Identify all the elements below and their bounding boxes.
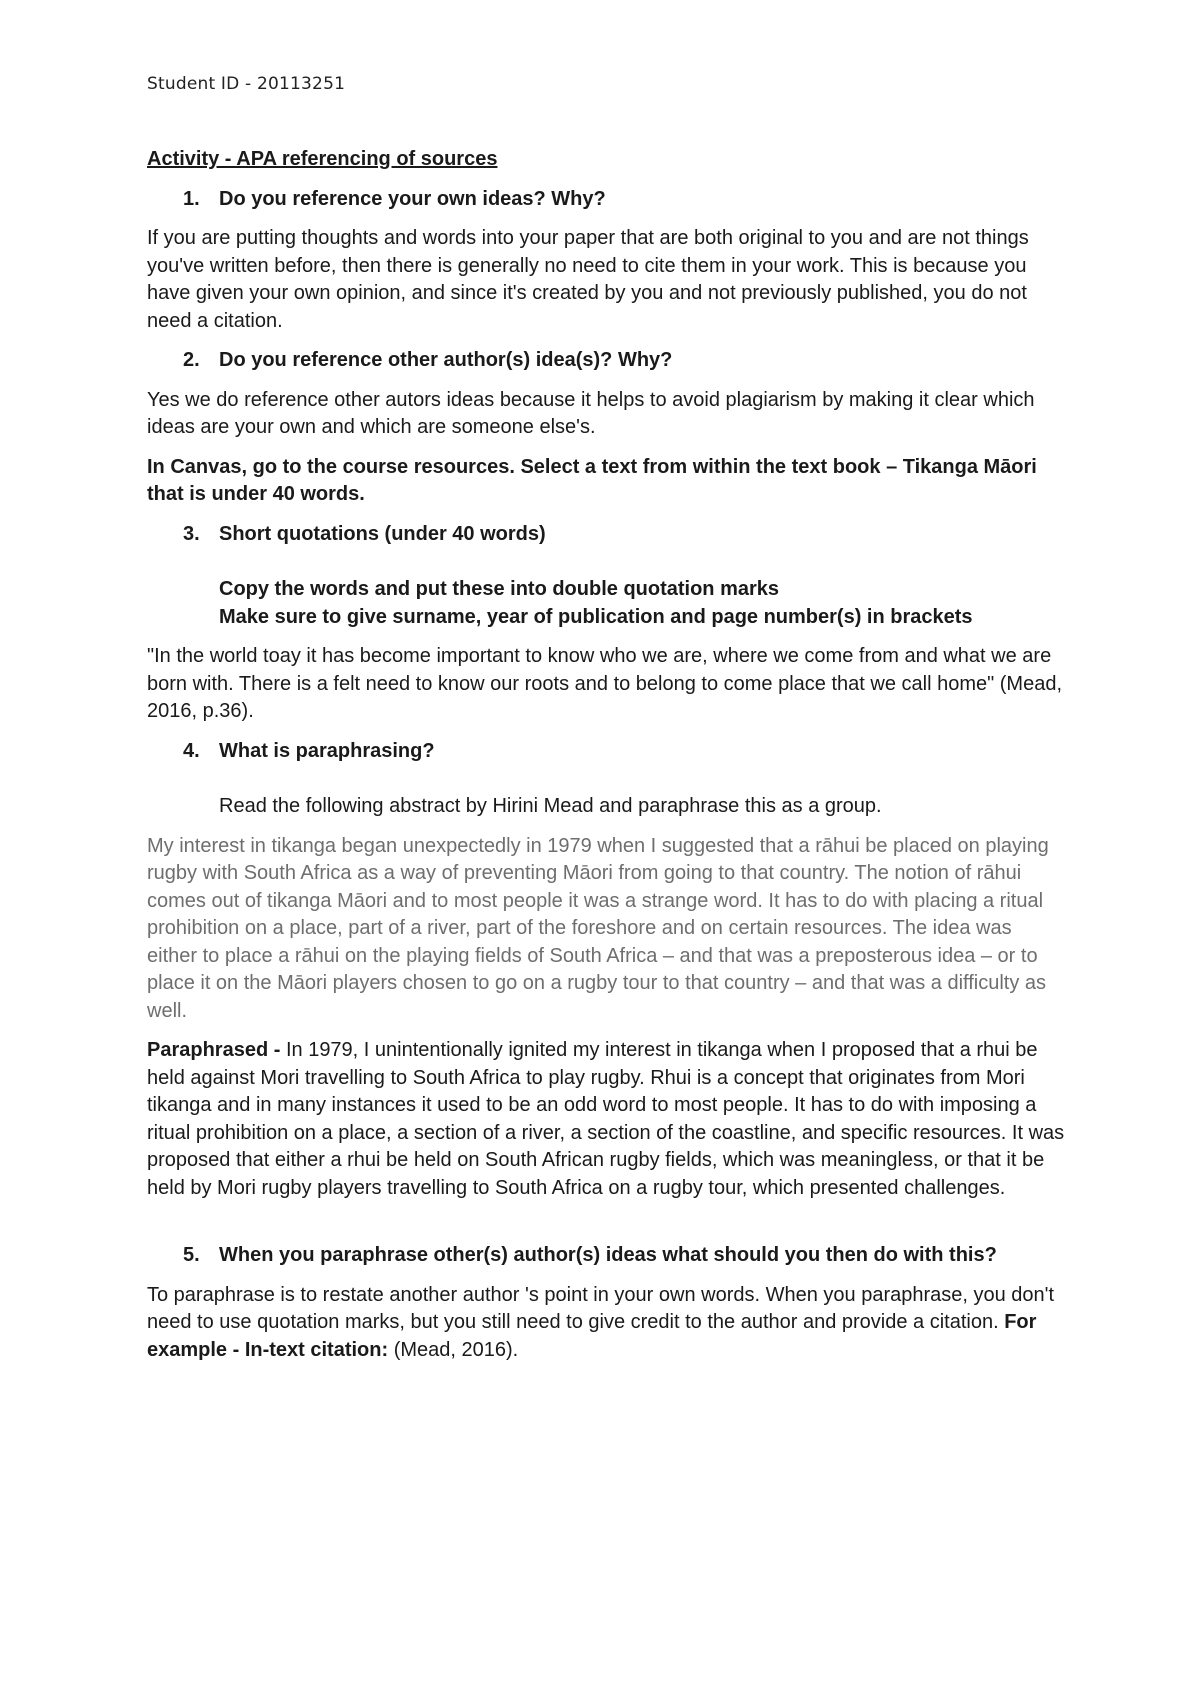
question-5 (147, 1242, 1067, 1270)
paraphrased-answer (147, 1037, 1067, 1202)
canvas-instruction: In Canvas, go to the course resources. Select a text from within the text book – Tikanga Māori that is under 40 words. (147, 455, 1037, 505)
question-number: 3. (183, 522, 200, 545)
question-2 (147, 347, 1067, 375)
question-text: What is paraphrasing? (219, 739, 435, 762)
paraphrase-instruction: Read the following abstract by Hirini Mead and paraphrase this as a group. (219, 795, 882, 817)
quotation-instructions (219, 576, 1067, 631)
question-text: Short quotations (under 40 words) (219, 522, 546, 545)
question-1 (147, 186, 1067, 214)
paraphrased-text: In 1979, I unintentionally ignited my interest in tikanga when I proposed that a rhui be held against Mori travelling to South Africa to play rugby. Rhui is a concept that originates from Mori tikanga and in many instances it used to be an odd word to most people. It has to do with imposing a ritual prohibition on a place, a section of a river, a section of the coastline, and specific resources. It was proposed that either a rhui be held on South African rugby fields, which was meaningless, or that it be held by Mori rugby players travelling to South Africa on a rugby tour, which presented challenges. (147, 1039, 1065, 1199)
question-number: 1. (183, 187, 200, 210)
question-number: 2. (183, 349, 200, 371)
quotation-instruction-1: Copy the words and put these into double quotation marks (219, 578, 780, 600)
quotation-instruction-2: Make sure to give surname, year of publication and page number(s) in brackets (219, 605, 973, 628)
question-text: Do you reference your own ideas? Why? (219, 187, 606, 210)
paraphrased-label: Paraphrased - (147, 1039, 286, 1061)
question-number: 5. (183, 1244, 200, 1266)
question-4 (147, 738, 1067, 766)
answer-1: If you are putting thoughts and words into your paper that are both original to you and are not things you've written before, then there is generally no need to cite them in your work. This is because you have given your own opinion, and since it's created by you and not previously published, you do not need a citation. (147, 227, 1029, 332)
example-citation: (Mead, 2016). (388, 1338, 519, 1361)
mead-abstract: My interest in tikanga began unexpectedly in 1979 when I suggested that a rāhui be placed on playing rugby with South Africa as a way of preventing Māori from going to that country. The notion of rāhui comes out of tikanga Māori and to most people it was a strange word. It has to do with placing a ritual prohibition on a place, part of a river, part of the foreshore and on certain resources. The idea was either to place a rāhui on the playing fields of South Africa – and that was a preposterous idea – or to place it on the Māori players chosen to go on a rugby tour to that country – and that was a difficulty as well. (147, 834, 1049, 1022)
question-number: 4. (183, 739, 200, 762)
activity-title: Activity - APA referencing of sources (147, 148, 498, 170)
answer-3-quotation: "In the world toay it has become important to know who we are, where we come from and what we are born with. There is a felt need to know our roots and to belong to come place that we call home" (Mead, 2016, p.36). (147, 645, 1063, 722)
student-id: Student ID - 20113251 (147, 74, 346, 94)
spacer (147, 1214, 1067, 1242)
question-text: When you paraphrase other(s) author(s) ideas what should you then do with this? (219, 1244, 997, 1266)
example-label: For example - In-text citation: (147, 1311, 1037, 1361)
answer-5-text: To paraphrase is to restate another author 's point in your own words. When you paraphrase, you don't need to use quotation marks, but you still need to give credit to the author and provide a citation. (147, 1283, 1055, 1333)
question-3 (147, 521, 1067, 549)
answer-5 (147, 1282, 1067, 1365)
answer-2: Yes we do reference other autors ideas because it helps to avoid plagiarism by making it clear which ideas are your own and which are someone else's. (147, 388, 1035, 438)
question-text: Do you reference other author(s) idea(s)? Why? (219, 349, 673, 371)
document-body (147, 146, 1067, 1376)
